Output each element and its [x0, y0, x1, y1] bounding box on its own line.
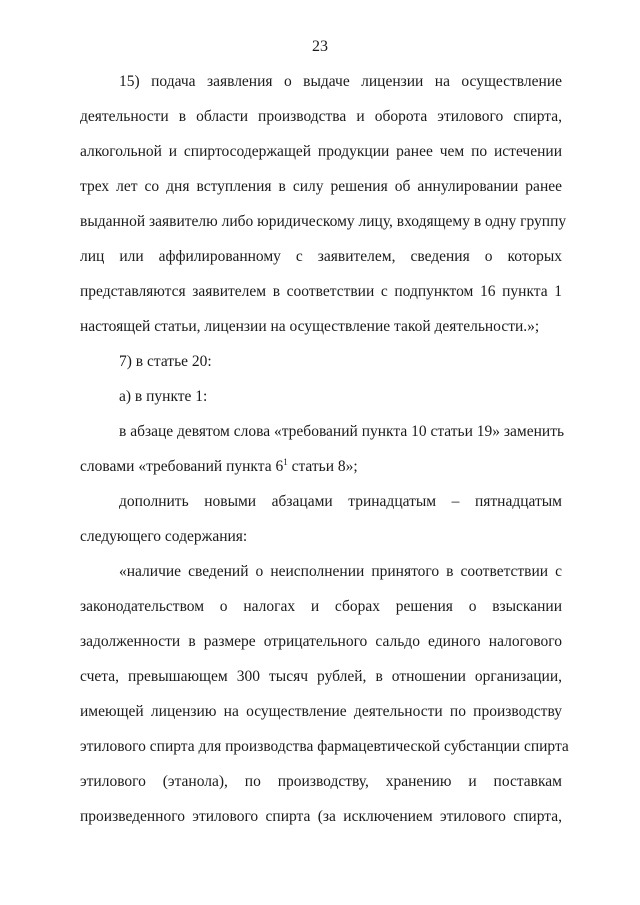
- text-line-17: задолженности в размере отрицательного сальдо единого налогового: [80, 633, 562, 650]
- text-line-8: настоящей статьи, лицензии на осуществление такой деятельности.»;: [80, 318, 540, 335]
- text-line-18: счета, превышающем 300 тысяч рублей, в отношении организации,: [80, 668, 562, 685]
- text-line-3: алкогольной и спиртосодержащей продукции ранее чем по истечении: [80, 143, 562, 160]
- text-line-1: 15) подача заявления о выдаче лицензии на осуществление: [119, 73, 562, 90]
- text-line-11: в абзаце девятом слова «требований пункта 10 статьи 19» заменить: [119, 423, 565, 440]
- text-line-9: 7) в статье 20:: [119, 353, 212, 370]
- text-line-5: выданной заявителю либо юридическому лицу, входящему в одну группу: [80, 213, 567, 230]
- text-line-12: [80, 457, 358, 477]
- text-line-22: произведенного этилового спирта (за исключением этилового спирта,: [80, 808, 562, 825]
- text-line-12-tail: статьи 8»;: [287, 458, 358, 475]
- text-line-12-main: словами «требований пункта 6: [80, 458, 284, 475]
- text-line-4: трех лет со дня вступления в силу решения об аннулировании ранее: [80, 178, 562, 195]
- text-line-20: этилового спирта для производства фармацевтической субстанции спирта: [80, 738, 569, 755]
- text-line-14: следующего содержания:: [80, 528, 248, 545]
- text-line-21: этилового (этанола), по производству, хранению и поставкам: [80, 773, 562, 790]
- text-line-16: законодательством о налогах и сборах решения о взыскании: [80, 598, 562, 615]
- text-line-19: имеющей лицензию на осуществление деятельности по производству: [80, 703, 562, 720]
- text-line-7: представляются заявителем в соответствии с подпунктом 16 пункта 1: [80, 283, 562, 300]
- text-line-15: «наличие сведений о неисполнении принятого в соответствии с: [119, 563, 562, 580]
- page-number: 23: [312, 38, 328, 55]
- text-line-10: а) в пункте 1:: [119, 388, 208, 405]
- text-line-6: лиц или аффилированному с заявителем, сведения о которых: [80, 248, 562, 265]
- superscript-1: 1: [283, 456, 288, 467]
- text-line-13: дополнить новыми абзацами тринадцатым – пятнадцатым: [119, 493, 562, 510]
- text-line-2: деятельности в области производства и оборота этилового спирта,: [80, 108, 562, 125]
